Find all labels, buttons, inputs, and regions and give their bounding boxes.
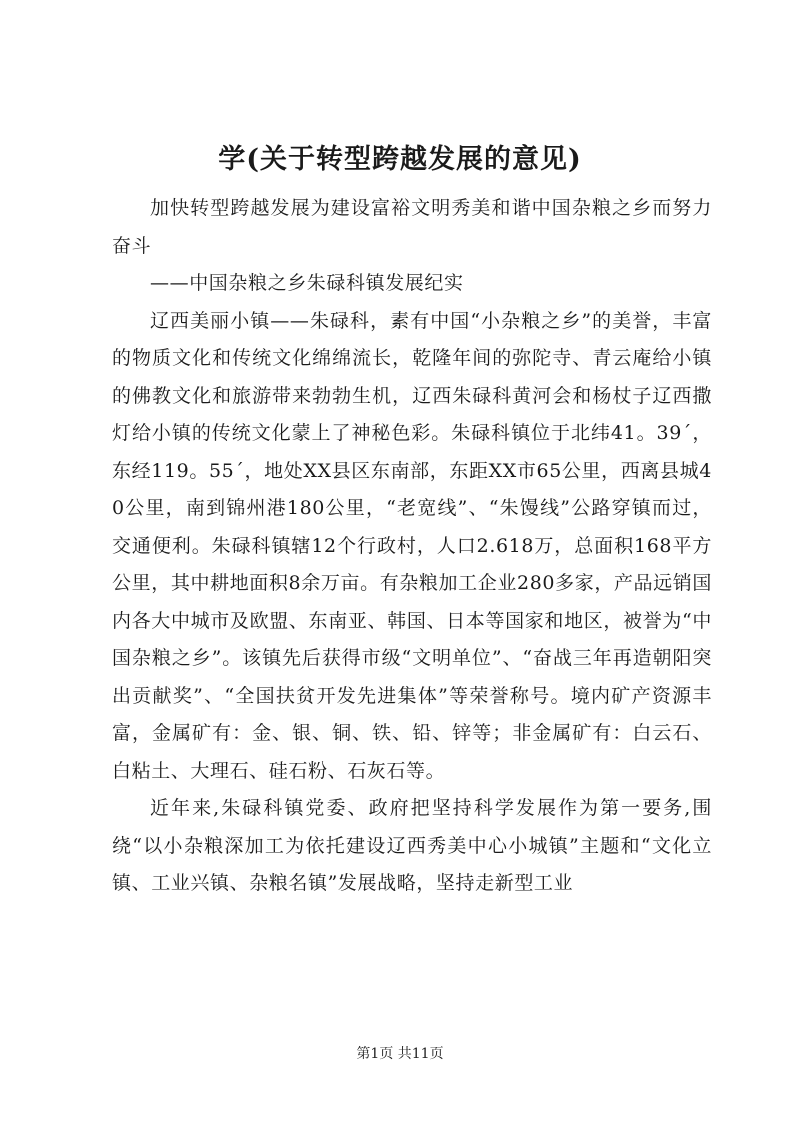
byline-paragraph: ——中国杂粮之乡朱碌科镇发展纪实	[150, 272, 464, 294]
subtitle-paragraph: 加快转型跨越发展为建设富裕文明秀美和谐中国杂粮之乡而努力奋斗	[112, 197, 712, 257]
body-paragraph: 辽西美丽小镇——朱碌科，素有中国“小杂粮之乡”的美誉，丰富的物质文化和传统文化绵绵流长，乾隆年间的弥陀寺、青云庵给小镇的佛教文化和旅游带来勃勃生机，辽西朱碌科黄河会和杨杖子辽西撒灯给小镇的传统文化蒙上了神秘色彩。朱碌科镇位于北纬41。39´，东经119。55´，地处XX县区东南部，东距XX市65公里，西离县城40公里，南到锦州港180公里，“老宽线”、“朱馒线”公路穿镇而过，交通便利。朱碌科镇辖12个行政村，人口2.618万，总面积168平方公里，其中耕地面积8余万亩。有杂粮加工企业280多家，产品远销国内各大中城市及欧盟、东南亚、韩国、日本等国家和地区，被誉为“中国杂粮之乡”。该镇先后获得市级“文明单位”、“奋战三年再造朝阳突出贡献奖”、“全国扶贫开发先进集体”等荣誉称号。境内矿产资源丰富，金属矿有：金、银、铜、铁、铅、锌等；非金属矿有：白云石、白粘土、大理石、硅石粉、石灰石等。	[112, 309, 712, 782]
page-number-footer: 第1页 共11页	[356, 1046, 444, 1062]
document-title: 学(关于转型跨越发展的意见)	[218, 144, 582, 175]
body-paragraph: 近年来,朱碌科镇党委、政府把坚持科学发展作为第一要务,围绕“以小杂粮深加工为依托建设辽西秀美中心小城镇”主题和“文化立镇、工业兴镇、杂粮名镇”发展战略，坚持走新型工业	[112, 797, 712, 894]
document-body	[112, 190, 712, 903]
